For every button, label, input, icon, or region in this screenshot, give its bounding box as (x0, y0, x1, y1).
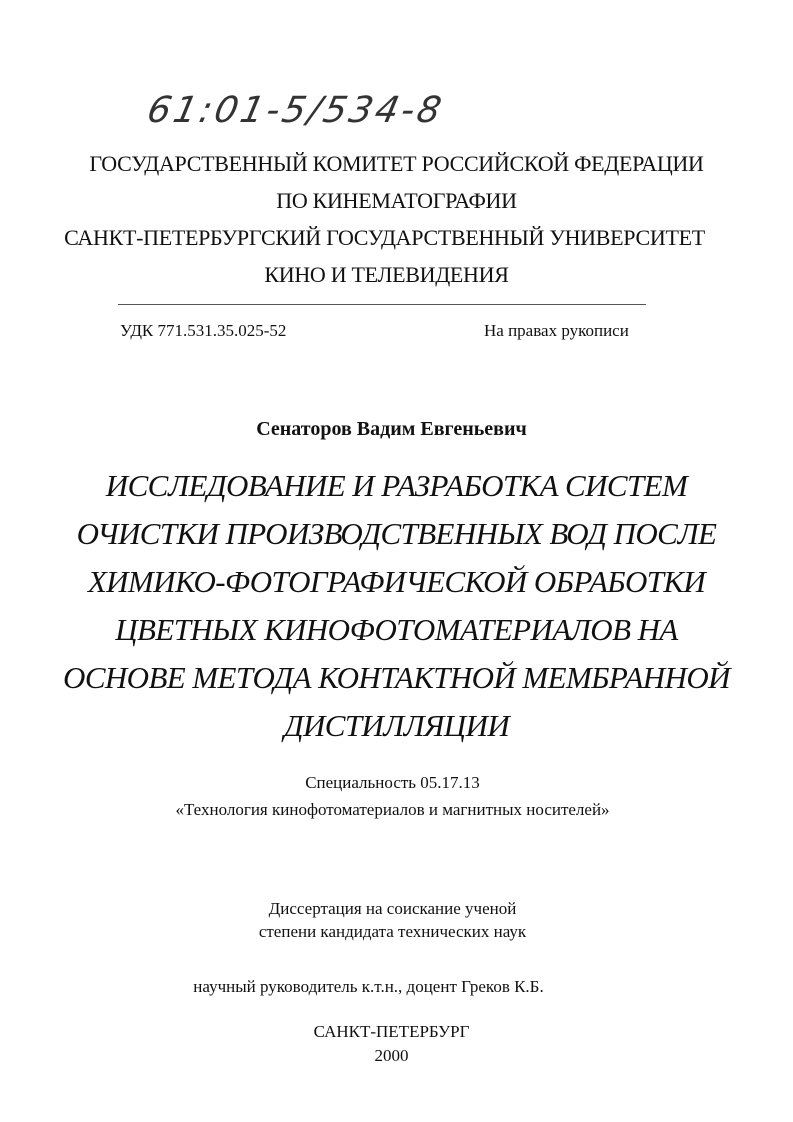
title-line-2: ОЧИСТКИ ПРОИЗВОДСТВЕННЫХ ВОД ПОСЛЕ (76, 516, 717, 551)
title-line-4: ЦВЕТНЫХ КИНОФОТОМАТЕРИАЛОВ НА (115, 612, 678, 647)
dissertation-line-2: степени кандидата технических наук (258, 922, 527, 941)
specialty-code: Специальность 05.17.13 (305, 773, 480, 792)
udk-code: УДК 771.531.35.025-52 (120, 321, 287, 340)
handwritten-archive-number: 61:01-5/534-8 (143, 90, 448, 131)
specialty-name: «Технология кинофотоматериалов и магнитных носителей» (175, 800, 610, 819)
header-cinematography: ПО КИНЕМАТОГРАФИИ (276, 188, 517, 213)
manuscript-rights: На правах рукописи (484, 321, 629, 340)
dissertation-line-1: Диссертация на соискание ученой (268, 899, 517, 918)
header-divider (118, 304, 646, 305)
author-name: Сенаторов Вадим Евгеньевич (256, 418, 527, 440)
title-line-1: ИССЛЕДОВАНИЕ И РАЗРАБОТКА СИСТЕМ (105, 468, 688, 503)
year: 2000 (374, 1046, 409, 1065)
header-university: САНКТ-ПЕТЕРБУРГСКИЙ ГОСУДАРСТВЕННЫЙ УНИВЕРСИТЕТ (64, 225, 705, 250)
title-line-3: ХИМИКО-ФОТОГРАФИЧЕСКОЙ ОБРАБОТКИ (87, 564, 706, 599)
title-line-5: ОСНОВЕ МЕТОДА КОНТАКТНОЙ МЕМБРАННОЙ (63, 660, 730, 695)
header-cinema-tv: КИНО И ТЕЛЕВИДЕНИЯ (264, 262, 509, 287)
scientific-supervisor: научный руководитель к.т.н., доцент Греков К.Б. (193, 977, 544, 996)
title-line-6: ДИСТИЛЛЯЦИИ (283, 708, 510, 743)
city: САНКТ-ПЕТЕРБУРГ (313, 1022, 470, 1041)
header-committee: ГОСУДАРСТВЕННЫЙ КОМИТЕТ РОССИЙСКОЙ ФЕДЕРАЦИИ (89, 151, 704, 176)
